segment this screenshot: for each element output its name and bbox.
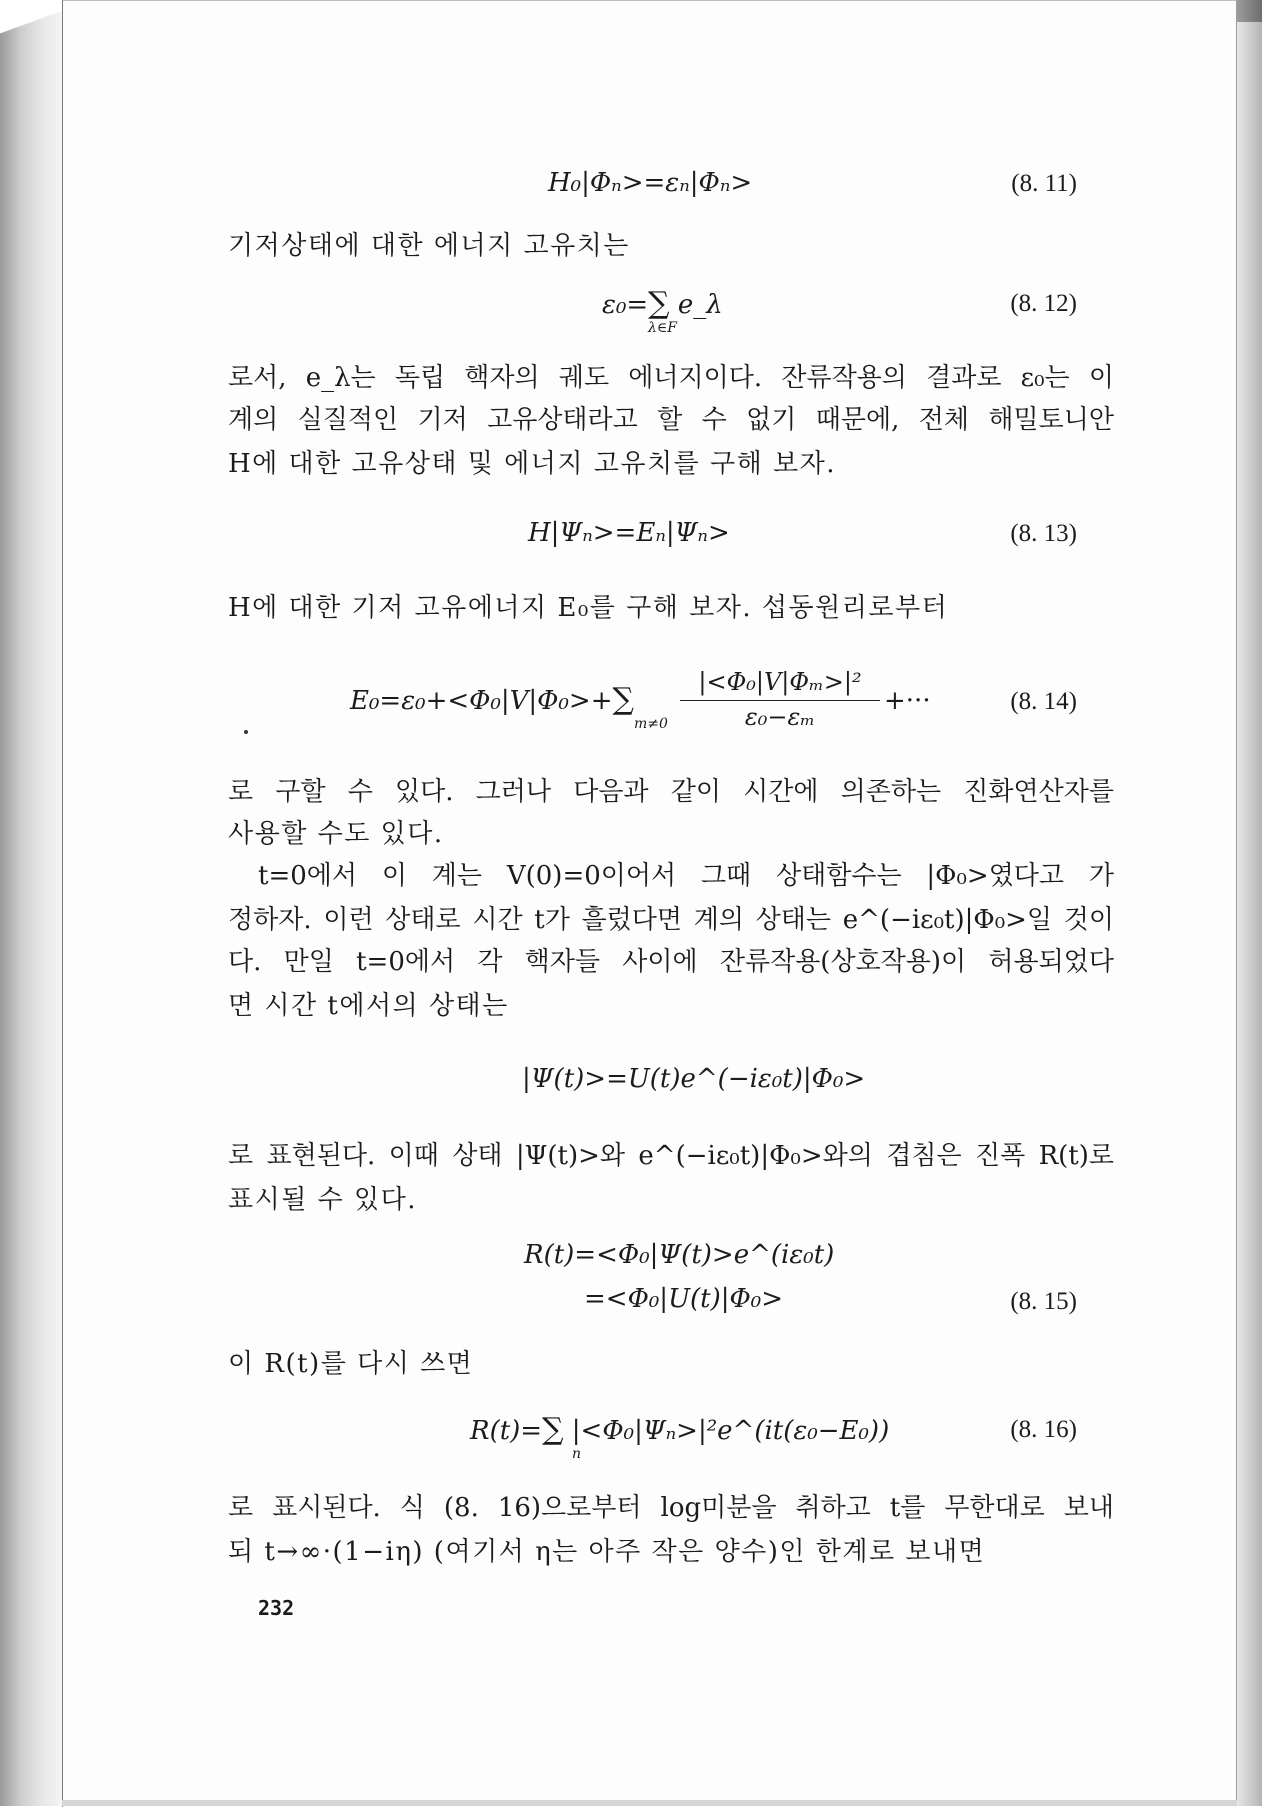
- text-line-16: 되 t→∞·(1−iη) (여기서 η는 아주 작은 양수)인 한계로 보내면: [228, 1537, 986, 1567]
- fraction-bar: [680, 700, 880, 701]
- text-line-11: 면 시간 t에서의 상태는: [228, 991, 509, 1021]
- sum-symbol: ∑: [542, 1412, 564, 1447]
- equation-number-8-16: (8. 16): [1010, 1416, 1077, 1443]
- text-line-13: 표시될 수 있다.: [228, 1185, 417, 1215]
- equation-8-16: [470, 1412, 889, 1447]
- equation-8-14-lhs: [350, 682, 634, 717]
- text-line-4: H에 대한 고유상태 및 에너지 고유치를 구해 보자.: [228, 449, 836, 479]
- equation-8-13: H|Ψₙ>=Eₙ|Ψₙ>: [528, 518, 730, 548]
- eq-8-14-denominator: ε₀−εₘ: [744, 703, 816, 731]
- text-line-5: H에 대한 기저 고유에너지 E₀를 구해 보자. 섭동원리로부터: [228, 593, 949, 623]
- text-line-12: 로 표현된다. 이때 상태 |Ψ(t)>와 e^(−iε₀t)|Φ₀>와의 겹침은 진폭 R(t)로: [228, 1141, 1114, 1171]
- eq-8-14-sum-subscript: m≠0: [634, 716, 668, 732]
- text-line-1: 기저상태에 대한 에너지 고유치는: [228, 231, 630, 261]
- text-line-8: t=0에서 이 계는 V(0)=0이어서 그때 상태함수는 |Φ₀>였다고 가: [258, 861, 1114, 891]
- equation-8-15-line-b: =<Φ₀|U(t)|Φ₀>: [584, 1284, 783, 1314]
- eq-8-14-fraction: [680, 668, 880, 731]
- equation-number-8-14: (8. 14): [1010, 688, 1077, 715]
- text-line-2: 로서, e_λ는 독립 핵자의 궤도 에너지이다. 잔류작용의 결과로 ε₀는 이: [228, 363, 1114, 393]
- page-number: 232: [258, 1596, 295, 1620]
- text-line-3: 계의 실질적인 기저 고유상태라고 할 수 없기 때문에, 전체 해밀토니안: [228, 405, 1114, 435]
- text-line-7: 사용할 수도 있다.: [228, 819, 444, 849]
- stray-dot: [244, 730, 248, 734]
- eq-8-14-numerator: |<Φ₀|V|Φₘ>|²: [698, 668, 862, 696]
- eq-8-14-tail: +···: [884, 686, 931, 716]
- sum-symbol: ∑: [648, 286, 670, 321]
- equation-number-8-11: (8. 11): [1011, 170, 1077, 197]
- text-line-9: 정하자. 이런 상태로 시간 t가 흘렀다면 계의 상태는 e^(−iε₀t)|Φ₀>일 것이: [228, 905, 1114, 935]
- equation-8-12: [602, 286, 723, 321]
- eq-8-12-lhs: ε₀=: [602, 290, 649, 320]
- eq-8-14-lhs-text: E₀=ε₀+<Φ₀|V|Φ₀>+: [350, 686, 613, 716]
- equation-psi-t: |Ψ(t)>=U(t)e^(−iε₀t)|Φ₀>: [522, 1064, 866, 1094]
- sum-symbol: ∑: [612, 682, 634, 717]
- eq-8-12-rhs: e_λ: [677, 290, 723, 320]
- text-line-10: 다. 만일 t=0에서 각 핵자들 사이에 잔류작용(상호작용)이 허용되었다: [228, 947, 1114, 977]
- eq-8-16-sum-subscript: n: [572, 1446, 582, 1462]
- eq-8-16-lhs: R(t)=: [470, 1416, 543, 1446]
- equation-number-8-12: (8. 12): [1010, 290, 1077, 317]
- equation-number-8-15: (8. 15): [1010, 1288, 1077, 1315]
- text-line-15: 로 표시된다. 식 (8. 16)으로부터 log미분을 취하고 t를 무한대로 보내: [228, 1493, 1114, 1523]
- equation-number-8-13: (8. 13): [1010, 520, 1077, 547]
- eq-8-12-sum-subscript: λ∈F: [648, 320, 677, 336]
- equation-8-15-line-a: R(t)=<Φ₀|Ψ(t)>e^(iε₀t): [524, 1240, 835, 1270]
- equation-8-11: H₀|Φₙ>=εₙ|Φₙ>: [548, 168, 753, 198]
- text-line-14: 이 R(t)를 다시 쓰면: [228, 1349, 474, 1379]
- eq-8-16-rhs: |<Φ₀|Ψₙ>|²e^(it(ε₀−E₀)): [571, 1416, 890, 1446]
- text-line-6: 로 구할 수 있다. 그러나 다음과 같이 시간에 의존하는 진화연산자를: [228, 777, 1114, 807]
